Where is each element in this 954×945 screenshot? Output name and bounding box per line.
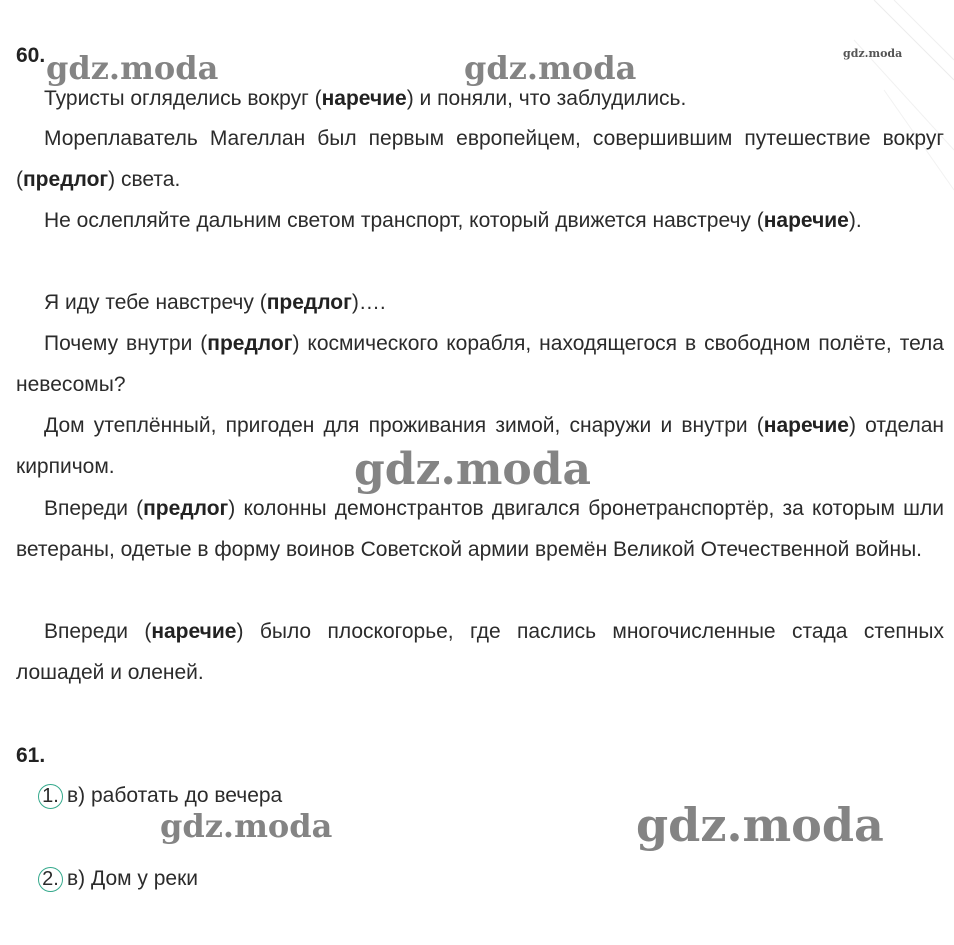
sentence-2 (16, 118, 944, 200)
answer-number-circle: 2. (38, 867, 63, 892)
sentence-text: ) и поняли, что заблудились. (406, 87, 687, 110)
sentence-text: Туристы огляделись вокруг ( (44, 87, 322, 110)
task-60-number: 60. (16, 44, 46, 67)
answer-text: в) работать до вечера (67, 784, 283, 807)
sentence-7 (16, 488, 944, 570)
part-of-speech-label: наречие (763, 209, 849, 232)
watermark: gdz.moda (354, 444, 592, 495)
watermark: gdz.moda (160, 807, 333, 845)
part-of-speech-label: наречие (151, 620, 237, 643)
sentence-text: Не ослепляйте дальним светом транспорт, который движется навстречу ( (44, 209, 764, 232)
sentence-text: Дом утеплённый, пригоден для проживания зимой, снаружи и внутри ( (44, 414, 764, 437)
task-61-number: 61. (16, 744, 46, 767)
watermark-small: gdz.moda (843, 47, 903, 60)
sentence-text: ) колонны демонстрантов двигался бронетранспортёр, за которым шли ветераны, одетые в форму воинов Советской армии времён Великой Отечественной войны. (16, 497, 944, 561)
sentence-text: ). (848, 209, 862, 232)
sentence-4 (16, 282, 944, 323)
part-of-speech-label: предлог (143, 497, 229, 520)
sentence-text: Впереди ( (44, 497, 144, 520)
sentence-8 (16, 611, 944, 693)
watermark: gdz.moda (46, 49, 219, 87)
part-of-speech-label: наречие (321, 87, 407, 110)
sentence-text: Мореплаватель Магеллан был первым европейцем, совершившим путешествие вокруг ( (16, 127, 944, 191)
part-of-speech-label: предлог (266, 291, 352, 314)
sentence-text: Почему внутри ( (44, 332, 208, 355)
sentence-text: )…. (351, 291, 386, 314)
sentence-text: ) света. (108, 168, 181, 191)
sentence-text: Впереди ( (44, 620, 152, 643)
watermark: gdz.moda (464, 49, 637, 87)
sentence-3 (16, 200, 944, 241)
sentence-text: ) космического корабля, находящегося в свободном полёте, тела невесомы? (16, 332, 944, 396)
sentence-5 (16, 323, 944, 405)
answer-2 (38, 864, 198, 894)
part-of-speech-label: предлог (23, 168, 109, 191)
answer-number-circle: 1. (38, 784, 63, 809)
part-of-speech-label: наречие (763, 414, 849, 437)
part-of-speech-label: предлог (207, 332, 293, 355)
watermark: gdz.moda (636, 798, 884, 852)
answer-text: в) Дом у реки (67, 867, 199, 890)
sentence-text: Я иду тебе навстречу ( (44, 291, 267, 314)
sentence-text: ) было плоскогорье, где паслись многочисленные стада степных лошадей и оленей. (16, 620, 944, 684)
sentence-text: ) отделан кирпичом. (16, 414, 945, 478)
